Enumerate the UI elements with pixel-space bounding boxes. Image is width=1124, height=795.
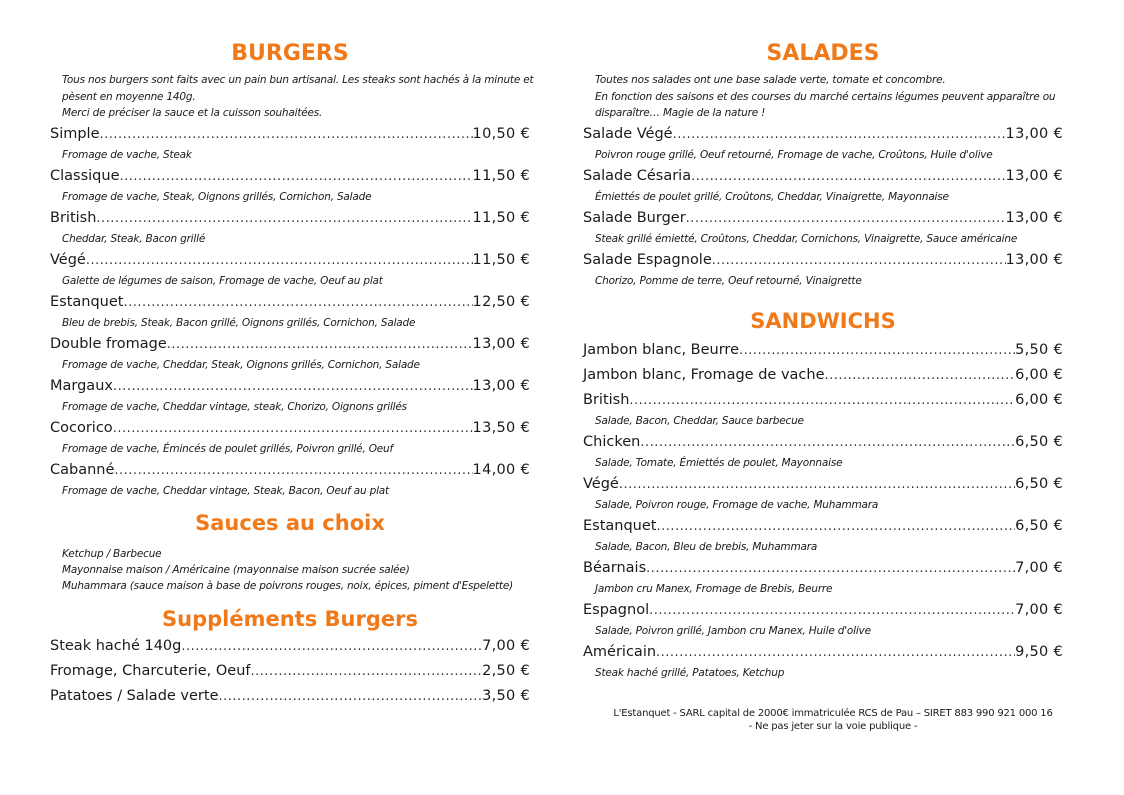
burgers-title: BURGERS (231, 41, 349, 66)
leader-dots (640, 433, 1015, 453)
item-price: 6,50 € (1015, 433, 1063, 450)
item-price: 13,00 € (472, 335, 530, 352)
menu-item (583, 166, 1063, 208)
leader-dots (673, 125, 1006, 145)
item-name: Cabanné (50, 461, 115, 478)
item-description: Fromage de vache, Steak, Oignons grillés, Cornichon, Salade (62, 190, 372, 203)
item-description: Cheddar, Steak, Bacon grillé (62, 232, 206, 245)
item-description: Salade, Poivron grillé, Jambon cru Manex, Huile d'olive (595, 624, 871, 637)
item-name: Salade Végé (583, 125, 673, 142)
item-price: 6,00 € (1015, 366, 1063, 383)
leader-dots (113, 377, 473, 397)
item-name: Béarnais (583, 559, 647, 576)
salades-list (583, 124, 1063, 292)
leader-dots (739, 341, 1015, 361)
leader-dots (100, 125, 473, 145)
item-name: British (50, 209, 97, 226)
burgers-list (50, 124, 530, 502)
item-description: Fromage de vache, Émincés de poulet grillés, Poivron grillé, Oeuf (62, 442, 393, 455)
item-price: 6,50 € (1015, 475, 1063, 492)
item-description: Galette de légumes de saison, Fromage de vache, Oeuf au plat (62, 274, 383, 287)
sandwichs-list (583, 340, 1063, 684)
menu-item (50, 208, 530, 250)
item-price: 13,50 € (472, 419, 530, 436)
item-price: 13,00 € (472, 377, 530, 394)
item-price: 6,00 € (1015, 391, 1063, 408)
item-price: 13,00 € (1005, 167, 1063, 184)
leader-dots (114, 461, 472, 481)
item-description: Chorizo, Pomme de terre, Oeuf retourné, Vinaigrette (595, 274, 862, 287)
sauce-line: Ketchup / Barbecue (62, 547, 162, 560)
salades-intro-line: Toutes nos salades ont une base salade verte, tomate et concombre. (595, 74, 946, 86)
menu-item (50, 418, 530, 460)
item-name: Jambon blanc, Beurre (583, 341, 739, 358)
menu-item (50, 376, 530, 418)
item-description: Jambon cru Manex, Fromage de Brebis, Beurre (595, 582, 833, 595)
burgers-intro-line: pèsent en moyenne 140g. (62, 90, 196, 103)
right-column (583, 38, 1063, 684)
supplements-title: Suppléments Burgers (162, 606, 418, 631)
item-price: 7,00 € (482, 637, 530, 654)
legal-footer (583, 707, 1083, 733)
leader-dots (123, 293, 472, 313)
leader-dots (96, 209, 472, 229)
menu-item (583, 558, 1063, 600)
menu-item (583, 124, 1063, 166)
item-description: Émiettés de poulet grillé, Croûtons, Cheddar, Vinaigrette, Mayonnaise (595, 190, 949, 203)
menu-item (50, 686, 530, 711)
menu-item (583, 208, 1063, 250)
menu-item (50, 124, 530, 166)
menu-item (50, 292, 530, 334)
salades-intro (583, 72, 1063, 122)
item-description: Poivron rouge grillé, Oeuf retourné, Fromage de vache, Croûtons, Huile d'olive (595, 148, 993, 161)
item-description: Salade, Bacon, Bleu de brebis, Muhammara (595, 540, 818, 553)
item-price: 9,50 € (1015, 643, 1063, 660)
left-column (50, 38, 534, 711)
leader-dots (219, 687, 483, 707)
item-name: Classique (50, 167, 120, 184)
leader-dots (167, 335, 473, 355)
burgers-intro-line: Tous nos burgers sont faits avec un pain bun artisanal. Les steaks sont hachés à la minute et (62, 74, 534, 86)
item-name: Steak haché 140g (50, 637, 182, 654)
burgers-intro-line: Merci de préciser la sauce et la cuisson souhaitées. (62, 107, 323, 119)
leader-dots (712, 251, 1006, 271)
item-description: Fromage de vache, Steak (62, 148, 192, 161)
item-price: 13,00 € (1005, 125, 1063, 142)
item-name: Végé (50, 251, 86, 268)
item-price: 7,00 € (1015, 559, 1063, 576)
leader-dots (825, 366, 1016, 386)
item-description: Salade, Bacon, Cheddar, Sauce barbecue (595, 414, 804, 427)
menu-item (583, 390, 1063, 432)
salades-title: SALADES (766, 41, 880, 66)
item-price: 10,50 € (472, 125, 530, 142)
menu-item (583, 516, 1063, 558)
legal-line: L'Estanquet - SARL capital de 2000€ immatriculée RCS de Pau – SIRET 883 990 921 000 16 (613, 708, 1053, 719)
item-name: Salade Espagnole (583, 251, 712, 268)
item-name: Chicken (583, 433, 641, 450)
item-name: Cocorico (50, 419, 113, 436)
item-price: 6,50 € (1015, 517, 1063, 534)
sauce-line: Mayonnaise maison / Américaine (mayonnaise maison sucrée salée) (62, 563, 410, 576)
item-name: Américain (583, 643, 657, 660)
menu-item (583, 250, 1063, 292)
leader-dots (619, 475, 1015, 495)
item-description: Fromage de vache, Cheddar vintage, steak, Chorizo, Oignons grillés (62, 400, 407, 413)
menu-item (583, 474, 1063, 516)
item-price: 2,50 € (482, 662, 530, 679)
item-name: Estanquet (50, 293, 124, 310)
item-name: Margaux (50, 377, 113, 394)
leader-dots (120, 167, 473, 187)
leader-dots (686, 209, 1006, 229)
burgers-intro (50, 72, 534, 122)
menu-item (583, 365, 1063, 390)
menu-item (583, 600, 1063, 642)
item-description: Fromage de vache, Cheddar vintage, Steak, Bacon, Oeuf au plat (62, 484, 389, 497)
item-name: Patatoes / Salade verte (50, 687, 219, 704)
item-price: 12,50 € (472, 293, 530, 310)
menu-item (50, 250, 530, 292)
item-price: 13,00 € (1005, 251, 1063, 268)
menu-item (583, 432, 1063, 474)
item-name: Jambon blanc, Fromage de vache (583, 366, 825, 383)
item-name: British (583, 391, 630, 408)
leader-dots (181, 637, 482, 657)
menu-item (583, 642, 1063, 684)
item-name: Estanquet (583, 517, 657, 534)
menu-item (50, 334, 530, 376)
leader-dots (656, 517, 1015, 537)
menu-item (50, 636, 530, 661)
menu-item (50, 166, 530, 208)
sandwichs-title: SANDWICHS (750, 308, 896, 333)
salades-intro-line: En fonction des saisons et des courses du marché certains légumes peuvent apparaître ou (595, 90, 1056, 103)
leader-dots (113, 419, 473, 439)
leader-dots (646, 559, 1015, 579)
item-description: Steak grillé émietté, Croûtons, Cheddar, Cornichons, Vinaigrette, Sauce américaine (595, 232, 1018, 245)
item-name: Salade Césaria (583, 167, 692, 184)
menu-item (50, 460, 530, 502)
leader-dots (691, 167, 1005, 187)
item-price: 14,00 € (472, 461, 530, 478)
sauces-list (50, 546, 530, 594)
item-name: Simple (50, 125, 100, 142)
item-price: 7,00 € (1015, 601, 1063, 618)
sauce-line: Muhammara (sauce maison à base de poivrons rouges, noix, épices, piment d'Espelette) (62, 579, 514, 592)
sauces-title: Sauces au choix (195, 510, 385, 535)
item-name: Double fromage (50, 335, 167, 352)
leader-dots (86, 251, 473, 271)
item-name: Fromage, Charcuterie, Oeuf (50, 662, 251, 679)
salades-intro-line: disparaître… Magie de la nature ! (595, 107, 766, 119)
leader-dots (656, 643, 1015, 663)
item-description: Fromage de vache, Cheddar, Steak, Oignons grillés, Cornichon, Salade (62, 358, 420, 371)
item-price: 11,50 € (472, 167, 530, 184)
legal-notice: - Ne pas jeter sur la voie publique - (748, 721, 918, 732)
item-description: Salade, Tomate, Émiettés de poulet, Mayonnaise (595, 456, 843, 469)
menu-item (50, 661, 530, 686)
item-price: 5,50 € (1015, 341, 1063, 358)
supplements-list (50, 636, 530, 711)
item-price: 13,00 € (1005, 209, 1063, 226)
item-price: 11,50 € (472, 209, 530, 226)
item-description: Bleu de brebis, Steak, Bacon grillé, Oignons grillés, Cornichon, Salade (62, 316, 416, 329)
item-price: 11,50 € (472, 251, 530, 268)
item-name: Espagnol (583, 601, 650, 618)
leader-dots (649, 601, 1015, 621)
leader-dots (251, 662, 483, 682)
leader-dots (629, 391, 1015, 411)
item-description: Steak haché grillé, Patatoes, Ketchup (595, 666, 785, 679)
item-price: 3,50 € (482, 687, 530, 704)
item-name: Végé (583, 475, 619, 492)
item-name: Salade Burger (583, 209, 686, 226)
item-description: Salade, Poivron rouge, Fromage de vache, Muhammara (595, 498, 879, 511)
menu-item (583, 340, 1063, 365)
